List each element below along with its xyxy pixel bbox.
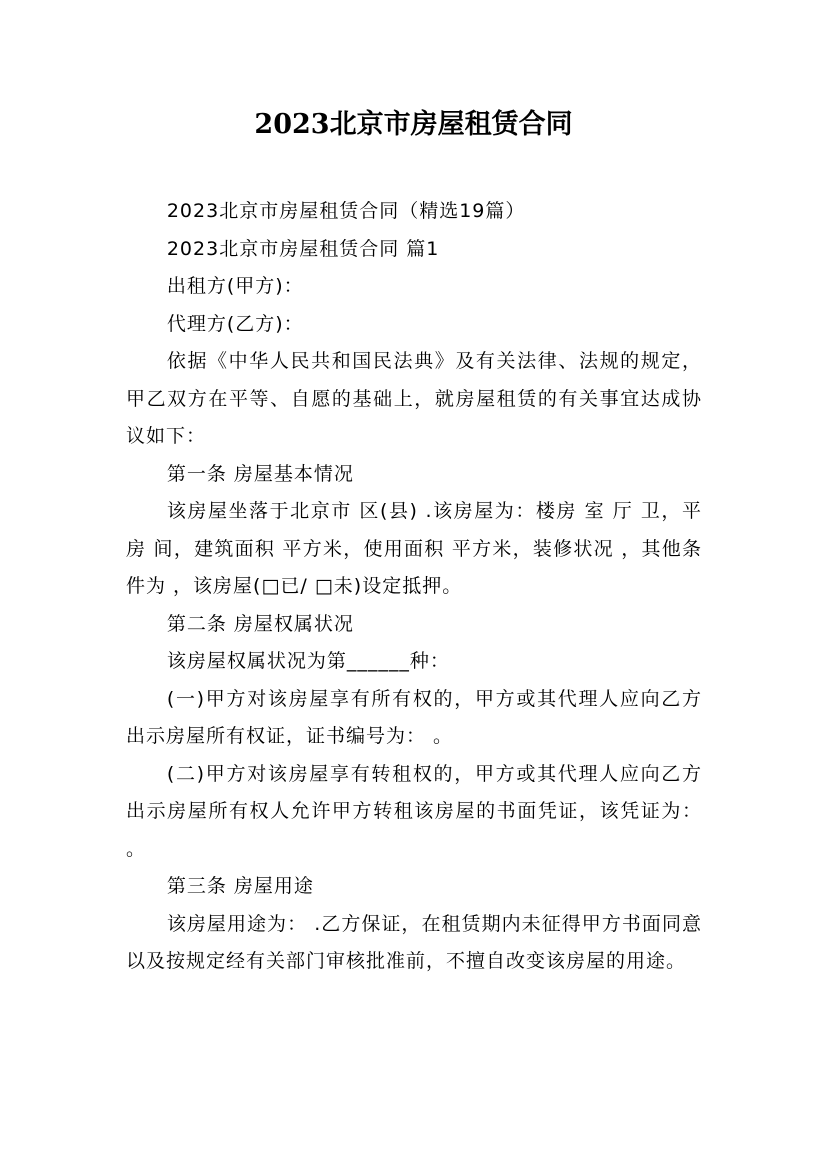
paragraph-section-heading: 2023北京市房屋租赁合同 篇1 — [166, 237, 440, 260]
paragraph-subtitle: 2023北京市房屋租赁合同（精选19篇） — [166, 200, 526, 222]
document-title: 2023北京市房屋租赁合同 — [254, 109, 573, 140]
document-body — [126, 193, 702, 981]
article-2-clause-1: (一)甲方对该房屋享有所有权的，甲方或其代理人应向乙方出示房屋所有权证，证书编号为： 。 — [126, 687, 702, 747]
article-2-clause-2: (二)甲方对该房屋享有转租权的，甲方或其代理人应向乙方出示房屋所有权人允许甲方转租该房屋的书面凭证，该凭证为： 。 — [126, 762, 702, 860]
article-3-heading: 第三条 房屋用途 — [166, 875, 314, 897]
article-2-body: 该房屋权属状况为第______种： — [166, 650, 450, 672]
paragraph-lessor: 出租方(甲方)： — [166, 275, 304, 297]
article-1-heading: 第一条 房屋基本情况 — [166, 462, 354, 485]
article-2-heading: 第二条 房屋权属状况 — [166, 612, 354, 635]
article-1-body: 该房屋坐落于北京市 区(县) .该房屋为：楼房 室 厅 卫，平房 间，建筑面积 平方米，使用面积 平方米，装修状况 ，其他条件为 ，该房屋(□已/ □未)设定抵押。 — [126, 500, 702, 597]
paragraph-agent: 代理方(乙方)： — [166, 312, 304, 335]
paragraph-preamble: 依据《中华人民共和国民法典》及有关法律、法规的规定，甲乙双方在平等、自愿的基础上，就房屋租赁的有关事宜达成协议如下： — [126, 350, 702, 447]
article-3-body: 该房屋用途为： .乙方保证，在租赁期内未征得甲方书面同意以及按规定经有关部门审核批准前，不擅自改变该房屋的用途。 — [126, 912, 702, 972]
